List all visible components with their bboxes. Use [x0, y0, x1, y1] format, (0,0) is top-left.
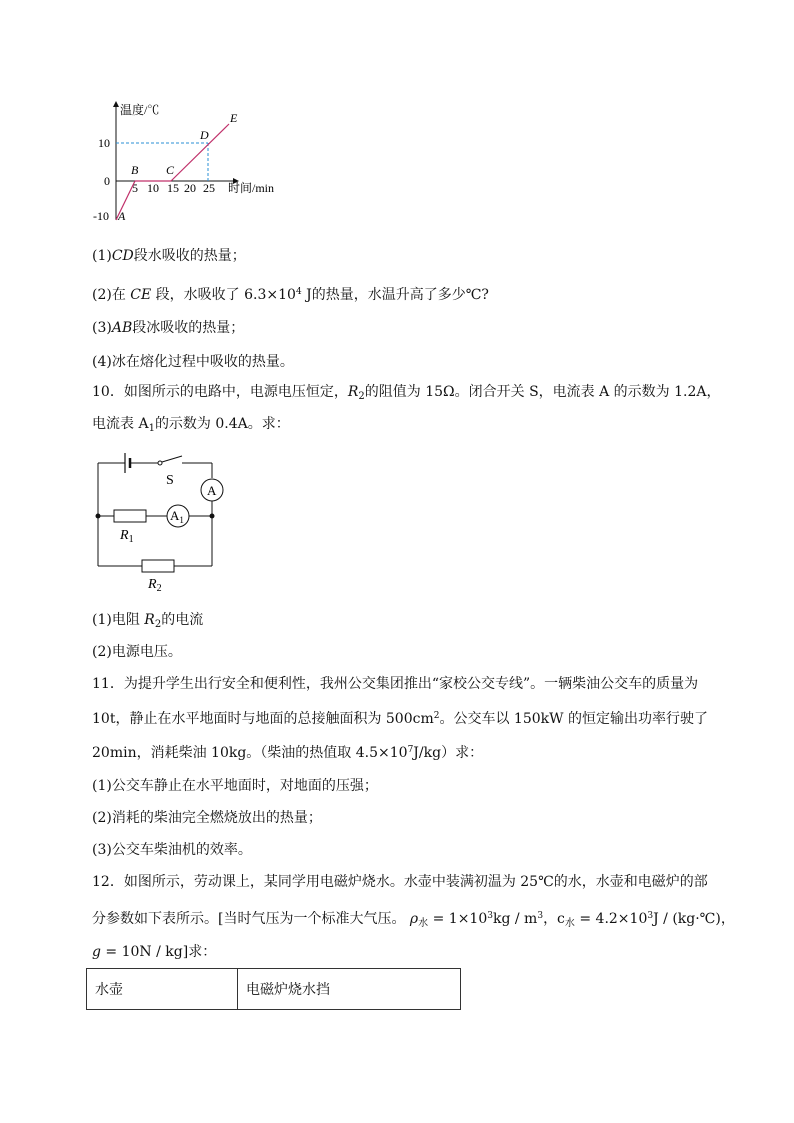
resistor-r2	[142, 560, 174, 572]
resistor-r1-label: $R_1$	[120, 528, 134, 545]
q10-stem-line2: 电流表 $A_1$的示数为 0.4A。求：	[92, 416, 290, 434]
y-axis-label: 温度/℃	[120, 103, 160, 117]
q10-stem-line1: 10．如图所示的电路中，电源电压恒定，$R_2$的阻值为 15Ω。闭合开关 S，电流表 A 的示数为 1.2A，	[92, 384, 721, 402]
point-label-e: E	[230, 111, 238, 125]
resistor-r1	[114, 510, 146, 522]
x-axis-label: 时间/min	[228, 181, 275, 195]
point-label-c: C	[166, 163, 175, 177]
q10-sub2: (2)电源电压。	[92, 644, 182, 660]
switch-lever	[162, 456, 182, 462]
circuit-diagram	[88, 448, 238, 598]
parameter-table	[86, 968, 461, 1010]
q11-stem-line2: 10t，静止在水平地面时与地面的总接触面积为 $500cm^2$。公交车以 150kW 的恒定输出功率行驶了	[92, 711, 708, 727]
switch-pivot	[158, 461, 162, 465]
resistor-r2-label: $R_2$	[148, 577, 162, 594]
ammeter-a1-label: $A_1$	[170, 508, 184, 525]
y-tick-neg10: -10	[93, 209, 109, 223]
x-tick-15: 15	[167, 181, 179, 195]
q12-stem-line1: 12．如图所示，劳动课上，某同学用电磁炉烧水。水壶中装满初温为 25℃的水，水壶和电磁炉的部	[92, 874, 708, 890]
q11-sub3: (3)公交车柴油机的效率。	[92, 842, 252, 858]
x-tick-20: 20	[184, 181, 196, 195]
point-label-b: B	[131, 163, 139, 177]
table-cell-induction-cooker: 电磁炉烧水挡	[238, 969, 461, 1010]
q9-sub1: (1)CD段水吸收的热量；	[92, 248, 246, 264]
point-label-d: D	[200, 128, 209, 142]
q12-stem-line2: 分参数如下表所示。[当时气压为一个标准大气压。 $\rho_水 = 1\times 10^3kg / m^3$，$c_水 = 4.2\times 10^3J$ / (kg·℃)，	[92, 911, 735, 929]
switch-label: S	[166, 473, 174, 488]
q10-sub1: (1)电阻 $R_2$的电流	[92, 612, 204, 630]
table-cell-kettle: 水壶	[87, 969, 238, 1010]
q12-stem-line3: g = 10N / kg]求：	[92, 944, 217, 960]
temperature-time-graph	[88, 96, 288, 226]
y-tick-0: 0	[104, 174, 110, 188]
q11-stem-line1: 11．为提升学生出行安全和便利性，我州公交集团推出“家校公交专线”。一辆柴油公交车的质量为	[92, 676, 699, 692]
q11-sub2: (2)消耗的柴油完全燃烧放出的热量；	[92, 810, 322, 826]
x-tick-25: 25	[203, 181, 215, 195]
point-label-a: A	[118, 209, 126, 223]
q11-stem-line3: 20min，消耗柴油 10kg。（柴油的热值取 $4.5\times 10^7J/kg$）求：	[92, 745, 484, 761]
x-tick-5: 5	[132, 181, 138, 195]
x-tick-10: 10	[147, 181, 159, 195]
q11-sub1: (1)公交车静止在水平地面时，对地面的压强；	[92, 778, 378, 794]
q9-sub4: (4)冰在熔化过程中吸收的热量。	[92, 354, 294, 370]
table-row	[87, 969, 461, 1010]
y-tick-10: 10	[98, 136, 110, 150]
ammeter-a-label: A	[207, 483, 217, 498]
q9-sub2: (2)在 CE 段，水吸收了 $6.3\times 10^4$ J的热量，水温升高了多少℃?	[92, 287, 489, 303]
q9-sub3: (3)AB段冰吸收的热量；	[92, 320, 245, 336]
